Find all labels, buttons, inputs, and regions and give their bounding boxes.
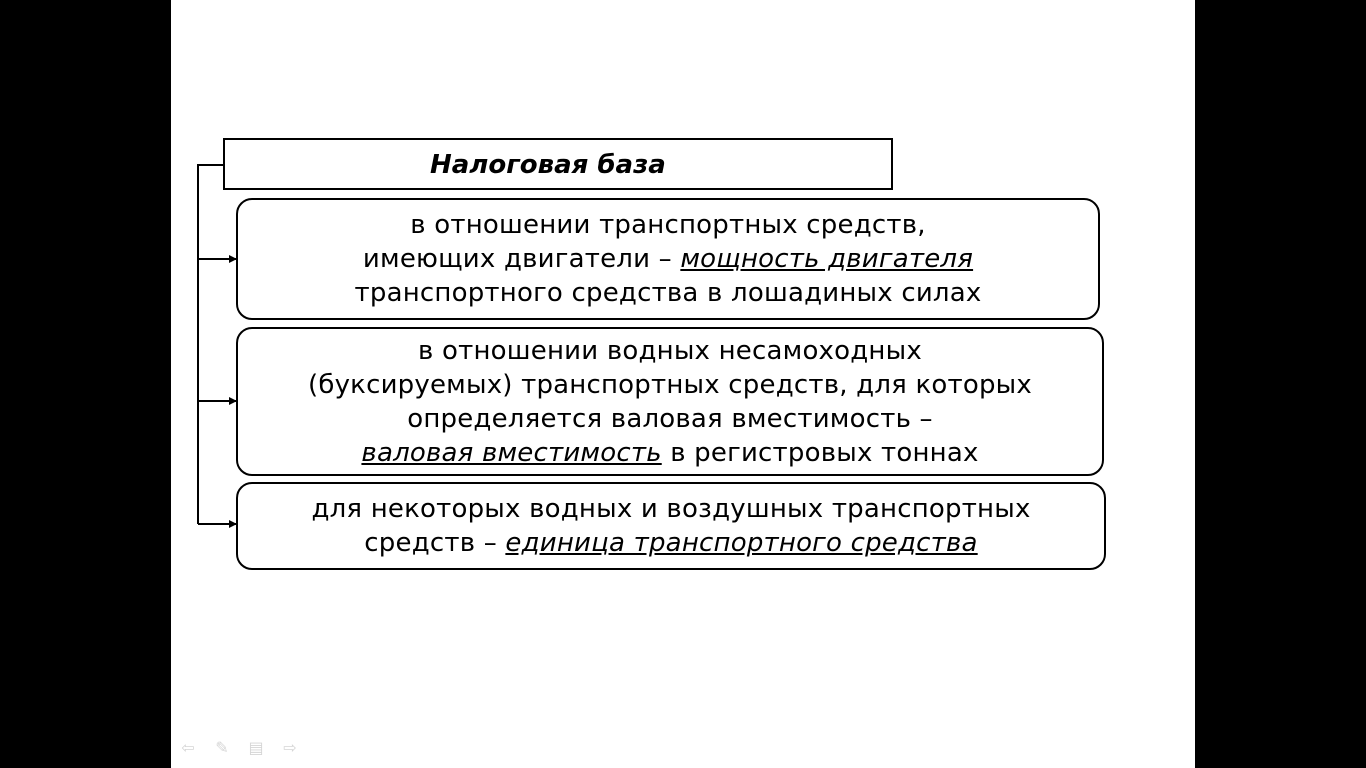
- diagram-title: Налоговая база: [430, 150, 666, 180]
- box-engine-power: [236, 198, 1100, 320]
- menu-icon[interactable]: ▤: [248, 738, 264, 757]
- box1-line2: [363, 242, 973, 276]
- box2-line4-emphasis: валовая вместимость: [361, 437, 662, 468]
- box2-line1: в отношении водных несамоходных: [418, 335, 922, 366]
- box1-line1: в отношении транспортных средств,: [410, 210, 926, 240]
- title-box: [223, 138, 893, 190]
- box1-line3: транспортного средства в лошадиных силах: [354, 278, 982, 308]
- pen-icon[interactable]: ✎: [215, 738, 229, 757]
- box2-line4: [361, 436, 978, 470]
- box-vehicle-unit: [236, 482, 1106, 570]
- box3-line2-plain: средств –: [364, 528, 506, 558]
- box3-line1: для некоторых водных и воздушных транспортных: [311, 494, 1031, 524]
- next-arrow-icon[interactable]: ⇨: [283, 738, 297, 757]
- box3-line2-emphasis: единица транспортного средства: [505, 528, 978, 558]
- box2-line4-plain: в регистровых тоннах: [661, 437, 979, 468]
- box-gross-tonnage: [236, 327, 1104, 476]
- box2-line3: определяется валовая вместимость –: [407, 403, 933, 434]
- box1-line2-plain: имеющих двигатели –: [362, 244, 681, 274]
- box3-line2: [364, 526, 977, 560]
- box2-line2: (буксируемых) транспортных средств, для которых: [308, 369, 1032, 400]
- box1-line2-emphasis: мощность двигателя: [680, 244, 974, 274]
- slideshow-nav: [178, 738, 300, 758]
- prev-arrow-icon[interactable]: ⇦: [181, 738, 195, 757]
